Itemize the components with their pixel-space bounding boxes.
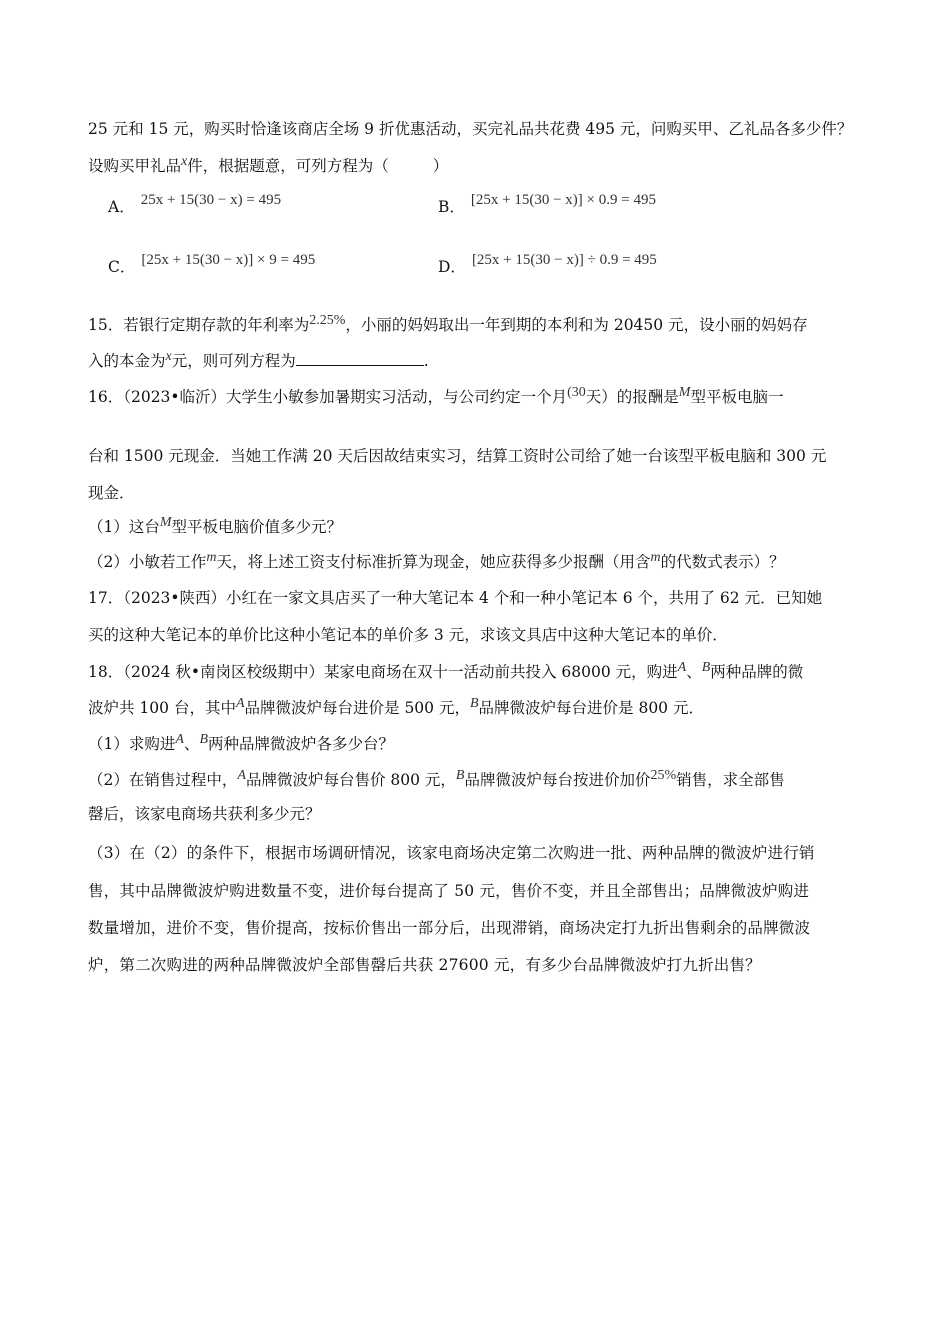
q18-line1: 18．（2024 秋•南岗区校级期中）某家电商场在双十一活动前共投入 68000 元，购进A、B两种品牌的微 [88,660,804,681]
equation-c: [25x + 15(30 − x)] × 9 = 495 [141,252,316,268]
q18-sub3-line3: 数量增加，进价不变，售价提高，按标价售出一部分后，出现滞销，商场决定打九折出售剩余的品牌微波 [88,919,811,937]
q16-line2: 台和 1500 元现金．当她工作满 20 天后因故结束实习，结算工资时公司给了她一台该型平板电脑和 300 元 [88,447,827,465]
q18-sub3-line4: 炉，第二次购进的两种品牌微波炉全部售罄后共获 27600 元，有多少台品牌微波炉打九折出售？ [88,956,761,974]
q18-sub3-line2: 售，其中品牌微波炉购进数量不变，进价每台提高了 50 元，售价不变，并且全部售出；品牌微波炉购进 [88,882,810,900]
option-c: C． [25x + 15(30 − x)] × 9 = 495 [108,252,316,276]
equation-b: [25x + 15(30 − x)] × 0.9 = 495 [470,192,656,208]
q15-line2: 入的本金为x元，则可列方程为 . [88,349,429,370]
option-a: A． 25x + 15(30 − x) = 495 [108,192,282,216]
q17-line2: 买的这种大笔记本的单价比这种小笔记本的单价多 3 元，求该文具店中这种大笔记本的单价． [88,626,728,644]
answer-blank [296,349,424,366]
q16-sub2: （2）小敏若工作m天，将上述工资支付标准折算为现金，她应获得多少报酬（用含m的代数式表示）？ [88,550,785,571]
q18-line2: 波炉共 100 台，其中A品牌微波炉每台进价是 500 元，B品牌微波炉每台进价是 800 元． [88,696,704,717]
q18-sub2: （2）在销售过程中，A品牌微波炉每台售价 800 元，B品牌微波炉每台按进价加价25%销售，求全部售 [88,768,785,789]
option-d: D． [25x + 15(30 − x)] ÷ 0.9 = 495 [438,252,657,276]
q16-line3: 现金． [88,484,135,502]
var-x: x [181,154,188,169]
q18-sub1: （1）求购进A、B两种品牌微波炉各多少台？ [88,732,395,753]
q17-line1: 17．（2023•陕西）小红在一家文具店买了一种大笔记本 4 个和一种小笔记本 6 个，共用了 62 元．已知她 [88,589,823,607]
equation-d: [25x + 15(30 − x)] ÷ 0.9 = 495 [471,252,657,268]
interest-rate: 2.25% [309,313,346,328]
q18-sub3-line1: （3）在（2）的条件下，根据市场调研情况，该家电商场决定第二次购进一批、两种品牌的微波炉进行销 [88,844,815,862]
equation-a: 25x + 15(30 − x) = 495 [140,192,282,208]
q14-line1: 25 元和 15 元，购买时恰逢该商店全场 9 折优惠活动，买完礼品共花费 495 元，问购买甲、乙礼品各多少件？ [88,120,853,138]
q16-sub1: （1）这台M型平板电脑价值多少元？ [88,515,343,536]
q15-line1: 15．若银行定期存款的年利率为2.25%，小丽的妈妈取出一年到期的本利和为 20450 元，设小丽的妈妈存 [88,313,808,334]
q14-line2: 设购买甲礼品x件，根据题意，可列方程为（ ） [88,154,449,175]
q18-sub2-line2: 罄后，该家电商场共获利多少元？ [88,805,321,823]
option-b: B． [25x + 15(30 − x)] × 0.9 = 495 [438,192,656,216]
q16-line1: 16．（2023•临沂）大学生小敏参加暑期实习活动，与公司约定一个月(30天）的报酬是M型平板电脑一 [88,385,784,406]
